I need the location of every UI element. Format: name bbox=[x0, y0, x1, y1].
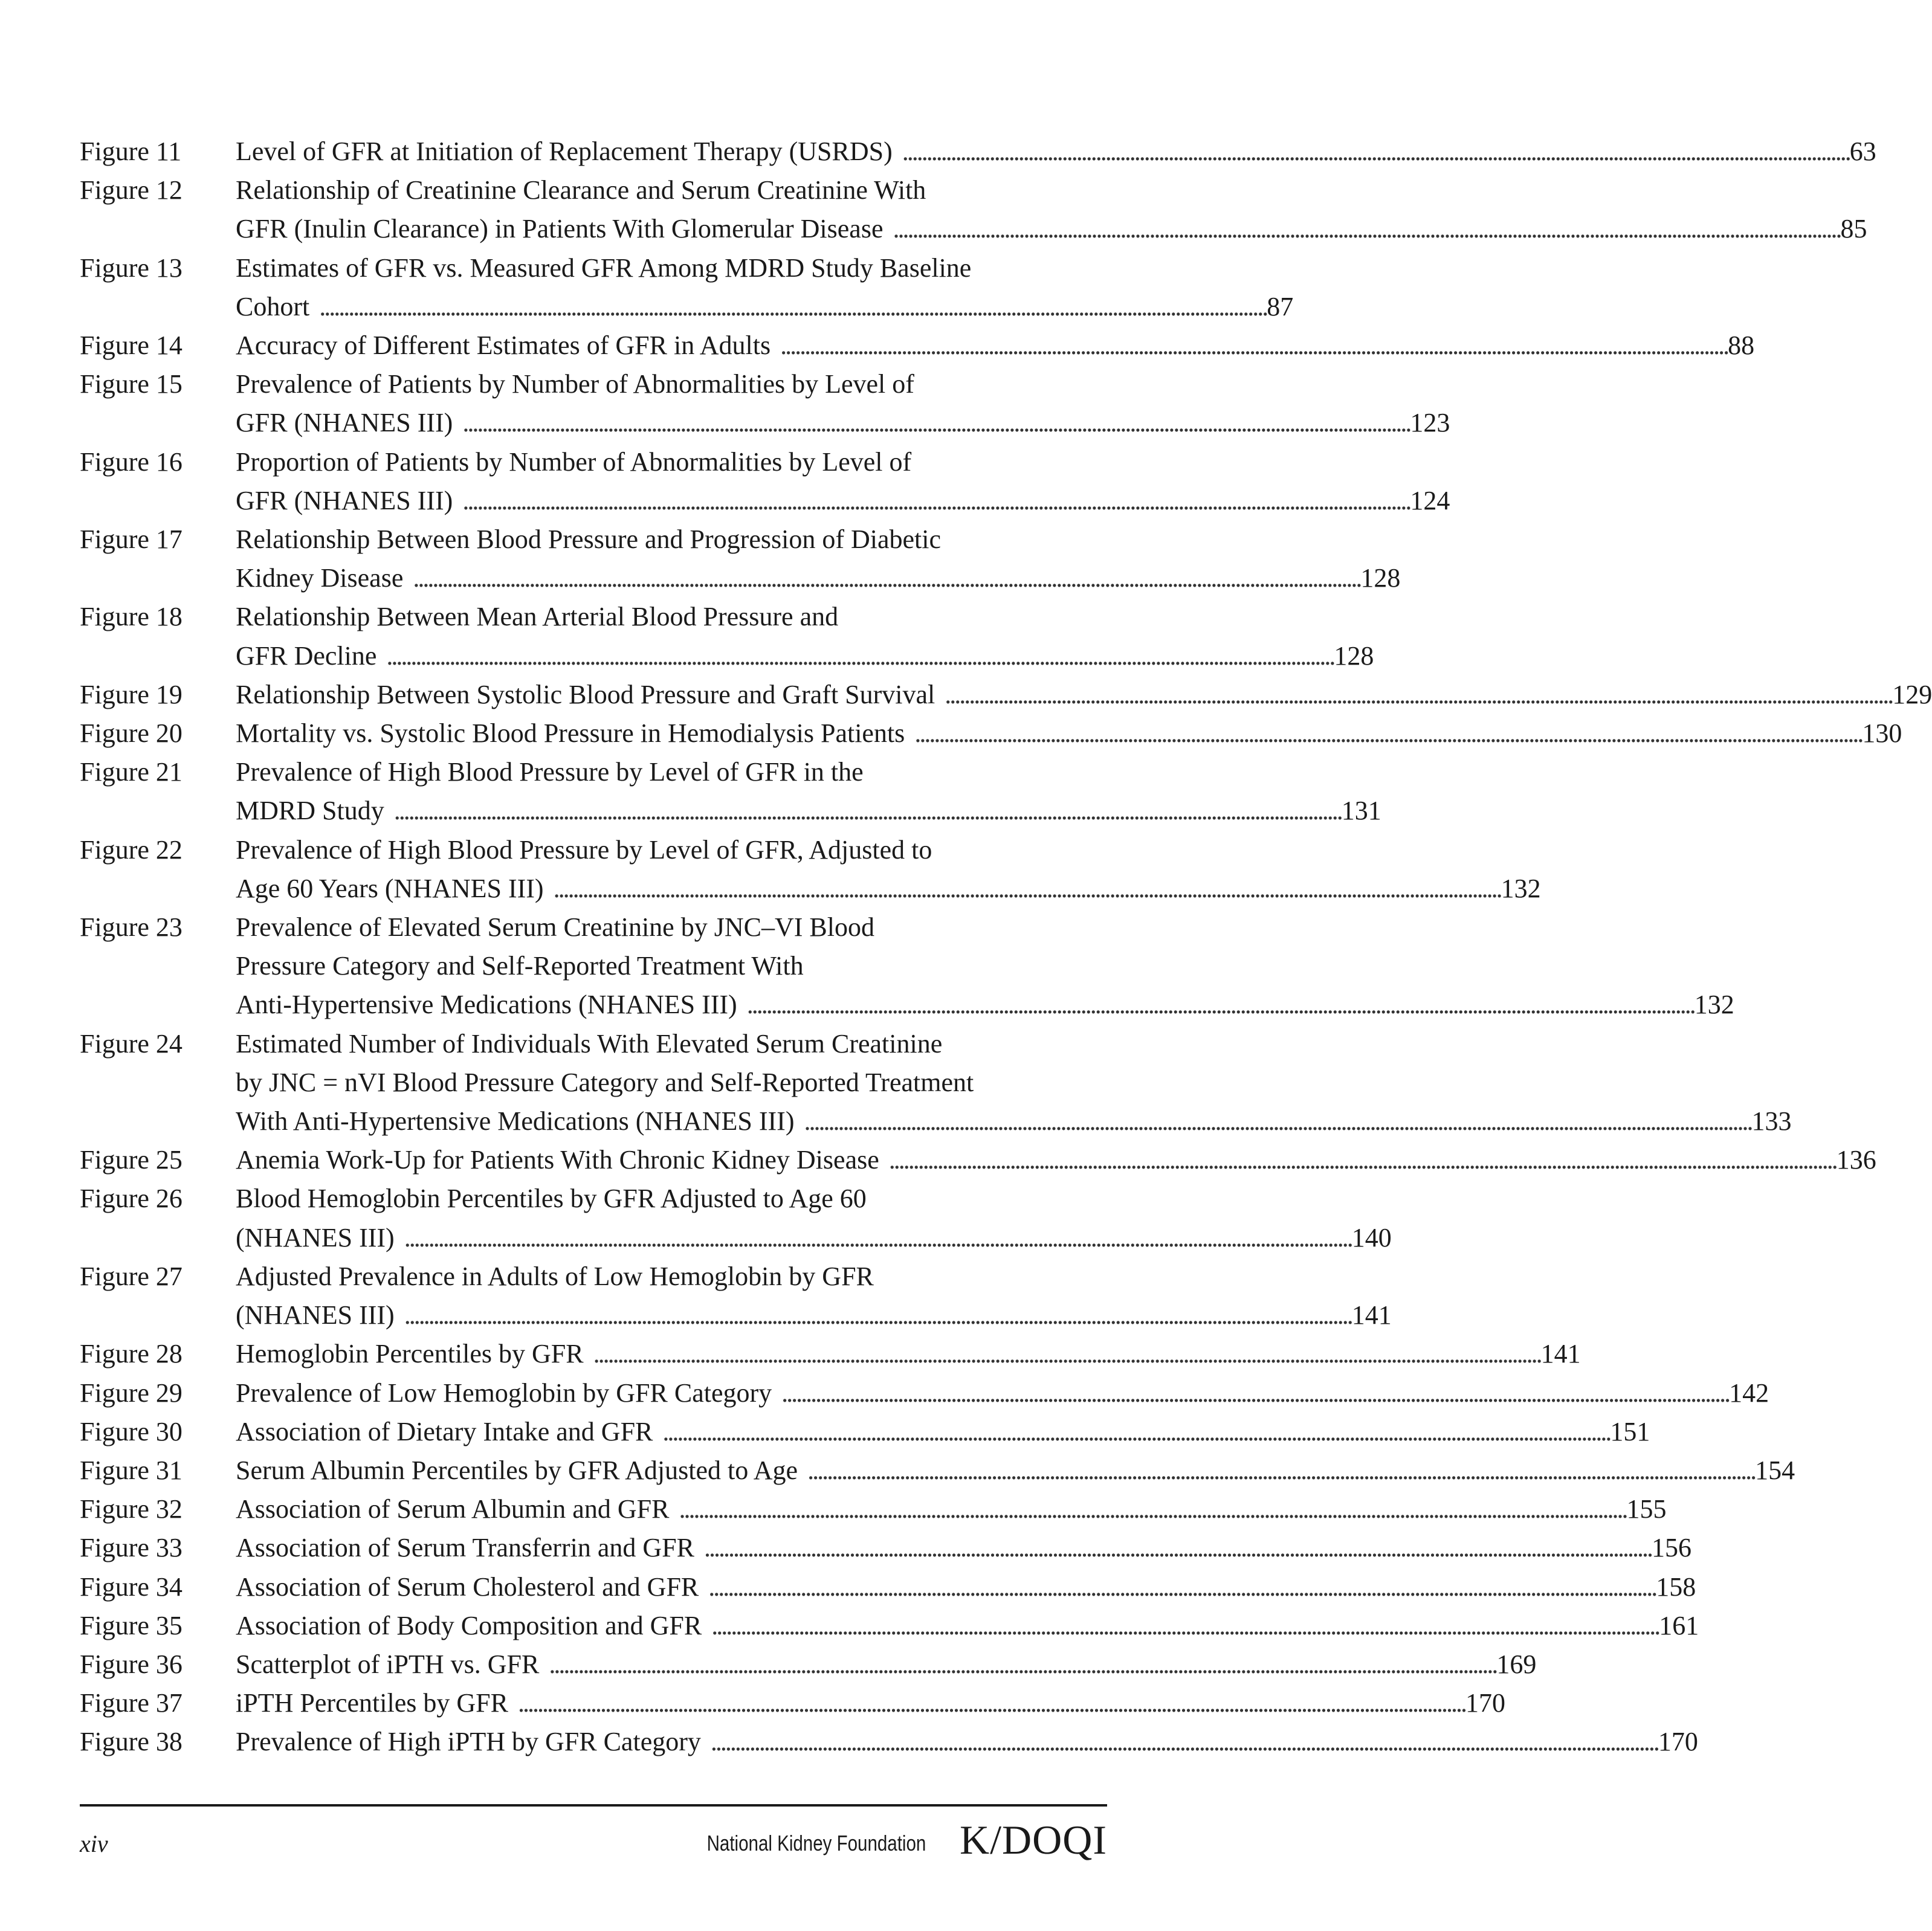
dot-leader bbox=[914, 714, 1859, 753]
title-line: by JNC = nVI Blood Pressure Category and Self-Reported Treatment bbox=[236, 1067, 974, 1097]
toc-entry[interactable] bbox=[80, 249, 1294, 326]
dot-leader bbox=[554, 869, 1499, 908]
page-ref[interactable]: 169 bbox=[1496, 1649, 1537, 1679]
figure-label: Figure 29 bbox=[80, 1378, 183, 1408]
page-ref[interactable]: 128 bbox=[1334, 640, 1374, 671]
toc-entry[interactable] bbox=[80, 1607, 1699, 1645]
page-ref[interactable]: 142 bbox=[1729, 1378, 1769, 1408]
toc-entry[interactable] bbox=[80, 714, 1902, 753]
title-line: Prevalence of High Blood Pressure by Level of GFR in the bbox=[236, 757, 864, 787]
dot-leader bbox=[404, 1219, 1349, 1257]
page-ref[interactable]: 124 bbox=[1410, 485, 1450, 515]
figure-label: Figure 13 bbox=[80, 253, 183, 283]
title-line-with-leader bbox=[236, 1413, 1650, 1451]
title-line-with-leader bbox=[236, 210, 1867, 248]
page-ref[interactable]: 63 bbox=[1849, 137, 1876, 166]
figure-label: Figure 21 bbox=[80, 757, 183, 787]
title-line-with-leader bbox=[236, 288, 1293, 326]
title-line: Association of Body Composition and GFR bbox=[236, 1610, 702, 1640]
organization-name: National Kidney Foundation bbox=[706, 1831, 926, 1855]
title-line: Prevalence of High Blood Pressure by Level of GFR, Adjusted to bbox=[236, 834, 932, 865]
dot-leader bbox=[462, 404, 1407, 442]
dot-leader bbox=[549, 1645, 1494, 1684]
toc-entry[interactable] bbox=[80, 365, 1450, 442]
toc-entry[interactable] bbox=[80, 675, 1932, 714]
toc-entry[interactable] bbox=[80, 831, 1541, 908]
title-line-with-leader bbox=[236, 714, 1902, 753]
title-line-with-leader bbox=[236, 1451, 1795, 1490]
title-line: Relationship of Creatinine Clearance and Serum Creatinine With bbox=[236, 175, 926, 205]
toc-entry[interactable] bbox=[80, 1529, 1691, 1567]
dot-leader bbox=[679, 1490, 1624, 1529]
figure-title bbox=[236, 365, 1450, 442]
figure-label: Figure 18 bbox=[80, 602, 183, 632]
title-line-with-leader bbox=[236, 132, 1876, 171]
title-line-with-leader bbox=[236, 1102, 1791, 1141]
figure-title bbox=[236, 1257, 1392, 1335]
footer-rule bbox=[80, 1804, 1107, 1807]
figure-title bbox=[236, 1451, 1795, 1490]
figure-title bbox=[236, 171, 1867, 248]
figure-title bbox=[236, 1684, 1505, 1723]
page-ref[interactable]: 156 bbox=[1651, 1533, 1691, 1563]
dot-leader bbox=[893, 210, 1838, 248]
toc-entry[interactable] bbox=[80, 1179, 1392, 1257]
toc-entry[interactable] bbox=[80, 908, 1734, 1025]
figure-title bbox=[236, 326, 1754, 365]
figure-list bbox=[80, 132, 1932, 1762]
figure-title bbox=[236, 908, 1734, 1025]
title-line: Prevalence of High iPTH by GFR Category bbox=[236, 1727, 701, 1757]
title-line: Prevalence of Low Hemoglobin by GFR Category bbox=[236, 1378, 772, 1408]
toc-entry[interactable] bbox=[80, 1374, 1769, 1413]
page-ref[interactable]: 151 bbox=[1610, 1416, 1650, 1446]
title-line-with-leader bbox=[236, 1723, 1698, 1761]
kdoqi-logo: K/DOQI bbox=[960, 1817, 1107, 1863]
figure-label: Figure 22 bbox=[80, 834, 183, 865]
title-line-with-leader bbox=[236, 1529, 1691, 1567]
toc-entry[interactable] bbox=[80, 132, 1876, 171]
title-line: Association of Serum Albumin and GFR bbox=[236, 1494, 670, 1524]
page-ref[interactable]: 161 bbox=[1659, 1610, 1699, 1640]
title-line: MDRD Study bbox=[236, 796, 384, 826]
page-ref[interactable]: 154 bbox=[1755, 1455, 1795, 1485]
title-line-with-leader bbox=[236, 559, 1400, 598]
toc-entry[interactable] bbox=[80, 1645, 1537, 1684]
toc-entry[interactable] bbox=[80, 1141, 1876, 1179]
dot-leader bbox=[781, 1374, 1727, 1413]
figure-label: Figure 17 bbox=[80, 524, 183, 555]
title-line: GFR Decline bbox=[236, 640, 377, 671]
figure-label: Figure 15 bbox=[80, 369, 183, 399]
title-line: With Anti-Hypertensive Medications (NHANES III) bbox=[236, 1106, 795, 1136]
toc-entry[interactable] bbox=[80, 1413, 1650, 1451]
figure-title bbox=[236, 1335, 1581, 1373]
toc-entry[interactable] bbox=[80, 171, 1867, 248]
toc-entry[interactable] bbox=[80, 598, 1374, 675]
title-line: Prevalence of Elevated Serum Creatinine by JNC–VI Blood bbox=[236, 912, 874, 943]
figure-title bbox=[236, 598, 1374, 675]
figure-label: Figure 25 bbox=[80, 1145, 183, 1175]
title-line: Association of Serum Transferrin and GFR bbox=[236, 1533, 694, 1563]
title-line-with-leader bbox=[236, 482, 1450, 520]
title-line: Relationship Between Systolic Blood Pressure and Graft Survival bbox=[236, 679, 935, 709]
figure-title bbox=[236, 1645, 1536, 1684]
dot-leader bbox=[386, 637, 1331, 675]
figure-title bbox=[236, 753, 1381, 830]
figure-label: Figure 19 bbox=[80, 679, 183, 709]
toc-entry[interactable] bbox=[80, 520, 1401, 598]
title-line: GFR (Inulin Clearance) in Patients With Glomerular Disease bbox=[236, 214, 884, 244]
dot-leader bbox=[708, 1568, 1653, 1607]
title-line-with-leader bbox=[236, 675, 1932, 714]
figure-title bbox=[236, 675, 1932, 714]
dot-leader bbox=[319, 288, 1264, 326]
page-ref[interactable]: 88 bbox=[1728, 330, 1755, 361]
title-line-with-leader bbox=[236, 1374, 1769, 1413]
page-ref[interactable]: 132 bbox=[1694, 990, 1734, 1020]
title-line: GFR (NHANES III) bbox=[236, 485, 453, 515]
figure-title bbox=[236, 1025, 1791, 1141]
title-line: Scatterplot of iPTH vs. GFR bbox=[236, 1649, 540, 1679]
page-ref[interactable]: 170 bbox=[1658, 1727, 1698, 1757]
dot-leader bbox=[747, 985, 1692, 1024]
figure-title bbox=[236, 1374, 1769, 1413]
title-line: Pressure Category and Self-Reported Treatment With bbox=[236, 951, 804, 981]
title-line: Blood Hemoglobin Percentiles by GFR Adjusted to Age 60 bbox=[236, 1184, 867, 1214]
page-ref[interactable]: 140 bbox=[1351, 1222, 1392, 1252]
title-line: Level of GFR at Initiation of Replacement Therapy (USRDS) bbox=[236, 137, 893, 166]
page-ref[interactable]: 170 bbox=[1465, 1688, 1505, 1718]
title-line-with-leader bbox=[236, 1296, 1392, 1335]
figure-label: Figure 26 bbox=[80, 1184, 183, 1214]
figure-title bbox=[236, 249, 1293, 326]
title-line: Mortality vs. Systolic Blood Pressure in Hemodialysis Patients bbox=[236, 718, 905, 749]
page-ref[interactable]: 132 bbox=[1501, 873, 1541, 903]
title-line-with-leader bbox=[236, 1335, 1581, 1373]
dot-leader bbox=[902, 132, 1847, 171]
figure-title bbox=[236, 1607, 1699, 1645]
toc-entry[interactable] bbox=[80, 753, 1381, 830]
title-line: Anemia Work-Up for Patients With Chronic Kidney Disease bbox=[236, 1145, 879, 1175]
dot-leader bbox=[704, 1529, 1649, 1567]
figure-title bbox=[236, 443, 1450, 520]
title-line: Serum Albumin Percentiles by GFR Adjusted to Age bbox=[236, 1455, 798, 1485]
figure-label: Figure 11 bbox=[80, 137, 182, 166]
dot-leader bbox=[394, 791, 1339, 830]
page-ref[interactable]: 141 bbox=[1351, 1300, 1392, 1330]
toc-entry[interactable] bbox=[80, 1257, 1392, 1335]
figure-title bbox=[236, 1141, 1876, 1179]
page-ref[interactable]: 136 bbox=[1836, 1145, 1876, 1175]
page-ref[interactable]: 87 bbox=[1267, 291, 1294, 321]
dot-leader bbox=[462, 482, 1407, 520]
figure-title bbox=[236, 1723, 1698, 1761]
page-number: xiv bbox=[80, 1830, 108, 1857]
figure-title bbox=[236, 132, 1876, 171]
figure-label: Figure 34 bbox=[80, 1572, 183, 1602]
toc-entry[interactable] bbox=[80, 1568, 1696, 1607]
figure-label: Figure 20 bbox=[80, 718, 183, 749]
figure-label: Figure 23 bbox=[80, 912, 183, 943]
title-line: Adjusted Prevalence in Adults of Low Hemoglobin by GFR bbox=[236, 1261, 874, 1291]
toc-entry[interactable] bbox=[80, 443, 1450, 520]
title-line: Estimated Number of Individuals With Elevated Serum Creatinine bbox=[236, 1028, 943, 1059]
title-line: iPTH Percentiles by GFR bbox=[236, 1688, 508, 1718]
title-line-with-leader bbox=[236, 1141, 1876, 1179]
title-line-with-leader bbox=[236, 1490, 1666, 1529]
figure-label: Figure 38 bbox=[80, 1727, 183, 1757]
page-ref[interactable]: 130 bbox=[1862, 718, 1902, 749]
dot-leader bbox=[518, 1684, 1463, 1723]
title-line-with-leader bbox=[236, 869, 1541, 908]
figure-label: Figure 28 bbox=[80, 1339, 183, 1369]
title-line: Relationship Between Mean Arterial Blood Pressure and bbox=[236, 602, 839, 632]
figure-title bbox=[236, 1568, 1696, 1607]
toc-entry[interactable] bbox=[80, 1490, 1667, 1529]
title-line: Cohort bbox=[236, 291, 310, 321]
title-line-with-leader bbox=[236, 637, 1374, 675]
title-line-with-leader bbox=[236, 326, 1754, 365]
figure-label: Figure 24 bbox=[80, 1028, 183, 1059]
figure-label: Figure 36 bbox=[80, 1649, 183, 1679]
title-line-with-leader bbox=[236, 404, 1450, 442]
title-line-with-leader bbox=[236, 1645, 1536, 1684]
toc-entry[interactable] bbox=[80, 1451, 1795, 1490]
figure-title bbox=[236, 1529, 1691, 1567]
dot-leader bbox=[711, 1607, 1656, 1645]
title-line: GFR (NHANES III) bbox=[236, 408, 453, 438]
title-line: Association of Serum Cholesterol and GFR bbox=[236, 1572, 699, 1602]
dot-leader bbox=[780, 326, 1725, 365]
figure-title bbox=[236, 1179, 1392, 1257]
toc-entry[interactable] bbox=[80, 1025, 1792, 1141]
title-line-with-leader bbox=[236, 1607, 1699, 1645]
toc-entry[interactable] bbox=[80, 326, 1755, 365]
toc-entry[interactable] bbox=[80, 1684, 1505, 1723]
dot-leader bbox=[413, 559, 1358, 598]
title-line: Proportion of Patients by Number of Abnormalities by Level of bbox=[236, 446, 912, 477]
page-ref[interactable]: 131 bbox=[1341, 796, 1381, 826]
dot-leader bbox=[807, 1451, 1753, 1490]
page-ref[interactable]: 128 bbox=[1360, 563, 1401, 593]
figure-title bbox=[236, 1413, 1650, 1451]
dot-leader bbox=[804, 1102, 1749, 1141]
page-ref[interactable]: 141 bbox=[1540, 1339, 1581, 1369]
figure-label: Figure 16 bbox=[80, 446, 183, 477]
page-ref[interactable]: 85 bbox=[1840, 214, 1867, 244]
title-line: Estimates of GFR vs. Measured GFR Among MDRD Study Baseline bbox=[236, 253, 972, 283]
title-line: Age 60 Years (NHANES III) bbox=[236, 873, 544, 903]
title-line: Hemoglobin Percentiles by GFR bbox=[236, 1339, 584, 1369]
dot-leader bbox=[889, 1141, 1834, 1179]
figure-label: Figure 14 bbox=[80, 330, 183, 361]
page-ref[interactable]: 158 bbox=[1656, 1572, 1696, 1602]
figure-label: Figure 12 bbox=[80, 175, 183, 205]
title-line-with-leader bbox=[236, 791, 1381, 830]
dot-leader bbox=[593, 1335, 1539, 1373]
title-line: Anti-Hypertensive Medications (NHANES III) bbox=[236, 990, 737, 1020]
figure-label: Figure 30 bbox=[80, 1416, 183, 1446]
figure-title bbox=[236, 1490, 1666, 1529]
figure-label: Figure 33 bbox=[80, 1533, 183, 1563]
figure-label: Figure 37 bbox=[80, 1688, 183, 1718]
title-line: Kidney Disease bbox=[236, 563, 404, 593]
figure-title bbox=[236, 520, 1400, 598]
figure-title bbox=[236, 714, 1902, 753]
dot-leader bbox=[711, 1723, 1656, 1761]
toc-entry[interactable] bbox=[80, 1723, 1698, 1761]
page-ref[interactable]: 155 bbox=[1626, 1494, 1667, 1524]
title-line: (NHANES III) bbox=[236, 1300, 395, 1330]
figure-label: Figure 31 bbox=[80, 1455, 183, 1485]
page-ref[interactable]: 129 bbox=[1892, 679, 1932, 709]
page-footer bbox=[80, 1816, 1107, 1871]
dot-leader bbox=[945, 675, 1890, 714]
figure-label: Figure 32 bbox=[80, 1494, 183, 1524]
dot-leader bbox=[404, 1296, 1349, 1335]
dot-leader bbox=[662, 1413, 1607, 1451]
title-line: Association of Dietary Intake and GFR bbox=[236, 1416, 653, 1446]
figure-label: Figure 27 bbox=[80, 1261, 183, 1291]
title-line: (NHANES III) bbox=[236, 1222, 395, 1252]
figure-title bbox=[236, 831, 1541, 908]
figure-label: Figure 35 bbox=[80, 1610, 183, 1640]
toc-entry[interactable] bbox=[80, 1335, 1581, 1373]
title-line-with-leader bbox=[236, 1684, 1505, 1723]
page-ref[interactable]: 123 bbox=[1410, 408, 1450, 438]
title-line: Relationship Between Blood Pressure and Progression of Diabetic bbox=[236, 524, 942, 555]
title-line-with-leader bbox=[236, 1568, 1696, 1607]
title-line: Accuracy of Different Estimates of GFR in Adults bbox=[236, 330, 771, 361]
title-line: Prevalence of Patients by Number of Abnormalities by Level of bbox=[236, 369, 914, 399]
title-line-with-leader bbox=[236, 1219, 1392, 1257]
title-line-with-leader bbox=[236, 985, 1734, 1024]
page-ref[interactable]: 133 bbox=[1751, 1106, 1792, 1136]
